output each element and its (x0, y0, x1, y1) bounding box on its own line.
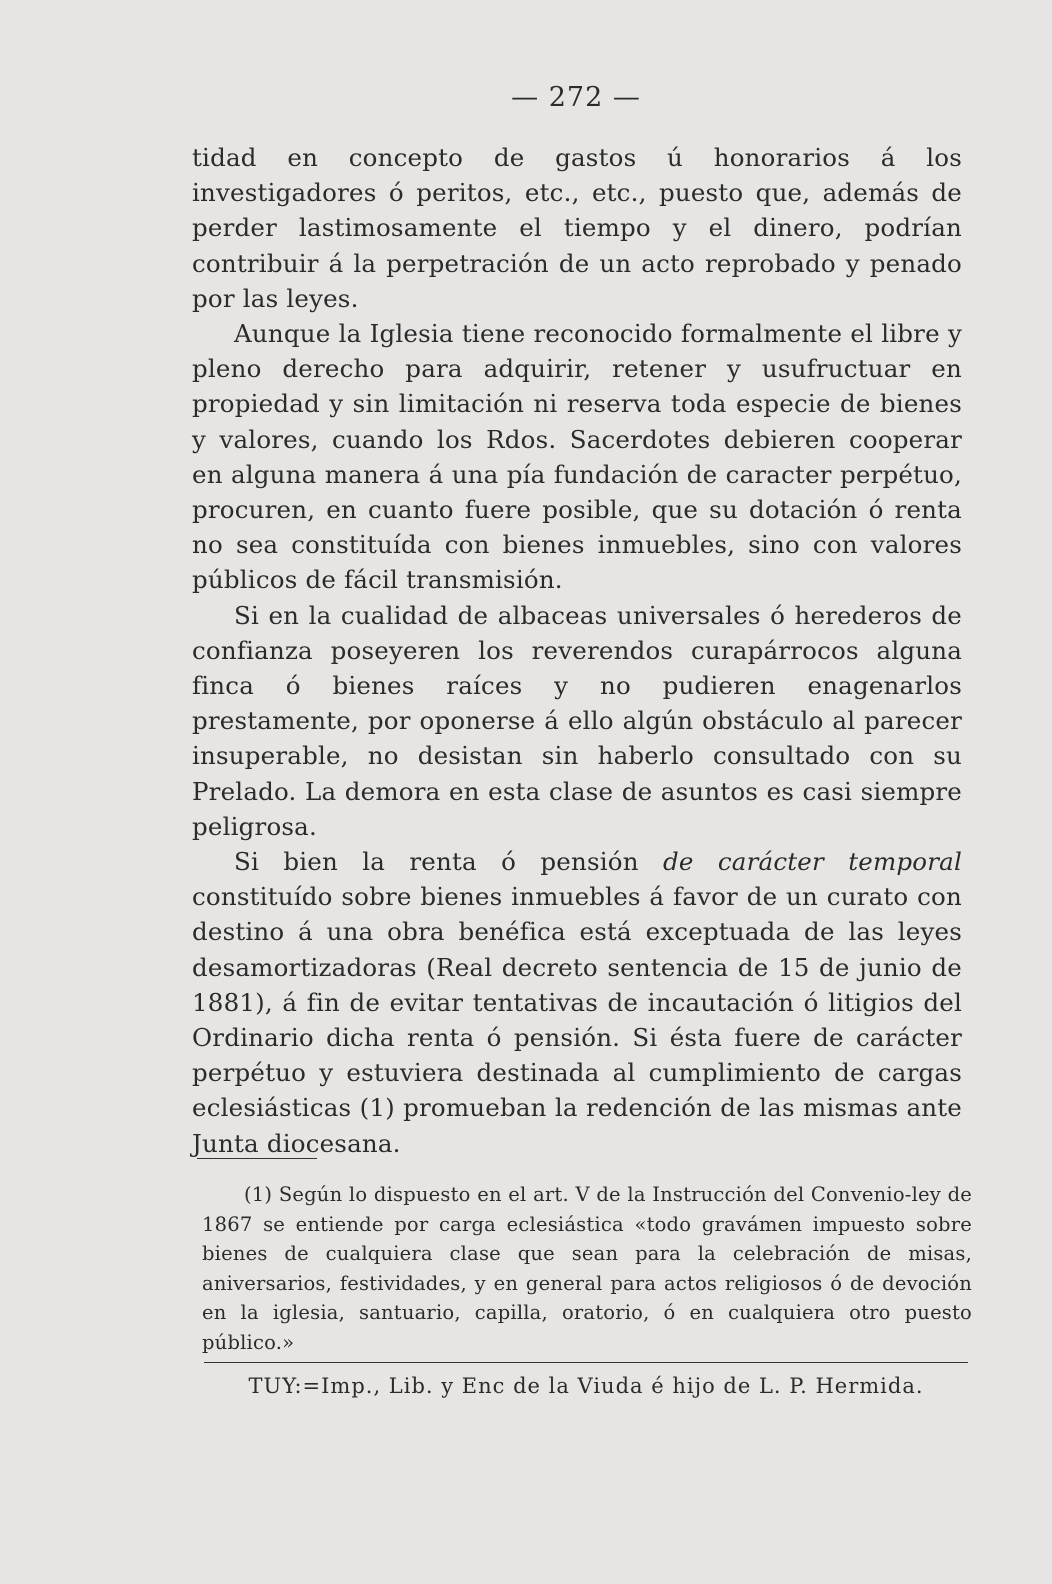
page-number: — 272 — (511, 82, 641, 113)
imprint-divider (204, 1362, 968, 1363)
paragraph-4-start: Si bien la renta ó pensión (234, 847, 663, 877)
footnote (202, 1180, 972, 1358)
italic-phrase: de carácter temporal (663, 847, 962, 877)
paragraph-1: tidad en concepto de gastos ú honorarios á los investigadores ó peritos, etc., etc., puesto que, además de perder lastimosamente el tiempo y el dinero, podrían contribuir á la perpetración de un acto reprobado y penado por las leyes. (192, 143, 962, 313)
footnote-text: (1) Según lo dispuesto en el art. V de la Instrucción del Convenio-ley de 1867 se entiende por carga eclesiástica «todo gravámen impuesto sobre bienes de cualquiera clase que sean para la celebración de misas, aniversarios, festividades, y en general para actos religiosos ó de devoción en la iglesia, santuario, capilla, oratorio, ó en cualquiera otro puesto público.» (202, 1183, 972, 1354)
body-text (192, 140, 962, 1161)
paragraph-2: Aunque la Iglesia tiene reconocido formalmente el libre y pleno derecho para adquirir, retener y usufructuar en propiedad y sin limitación ni reserva toda especie de bienes y valores, cuando los Rdos. Sacerdotes debieren cooperar en alguna manera á una pía fundación de caracter perpétuo, procuren, en cuanto fuere posible, que su dotación ó renta no sea constituída con bienes inmuebles, sino con valores públicos de fácil transmisión. (192, 319, 962, 595)
paragraph-4 (192, 844, 962, 1161)
paragraph-4-end: constituído sobre bienes inmuebles á favor de un curato con destino á una obra benéfica está exceptuada de las leyes desamortizadoras (Real decreto sentencia de 15 de junio de 1881), á fin de evitar tentativas de incautación ó litigios del Ordinario dicha renta ó pensión. Si ésta fuere de carácter perpétuo y estuviera destinada al cumplimiento de cargas eclesiásticas (1) promueban la redención de las mismas ante Junta diocesana. (192, 882, 962, 1158)
printer-imprint: TUY:=Imp., Lib. y Enc de la Viuda é hijo de L. P. Hermida. (248, 1374, 924, 1398)
footnote-divider (197, 1158, 317, 1159)
paragraph-3: Si en la cualidad de albaceas universales ó herederos de confianza poseyeren los reverendos curapárrocos alguna finca ó bienes raíces y no pudieren enagenarlos prestamente, por oponerse á ello algún obstáculo al parecer insuperable, no desistan sin haberlo consultado con su Prelado. La demora en esta clase de asuntos es casi siempre peligrosa. (192, 600, 962, 841)
